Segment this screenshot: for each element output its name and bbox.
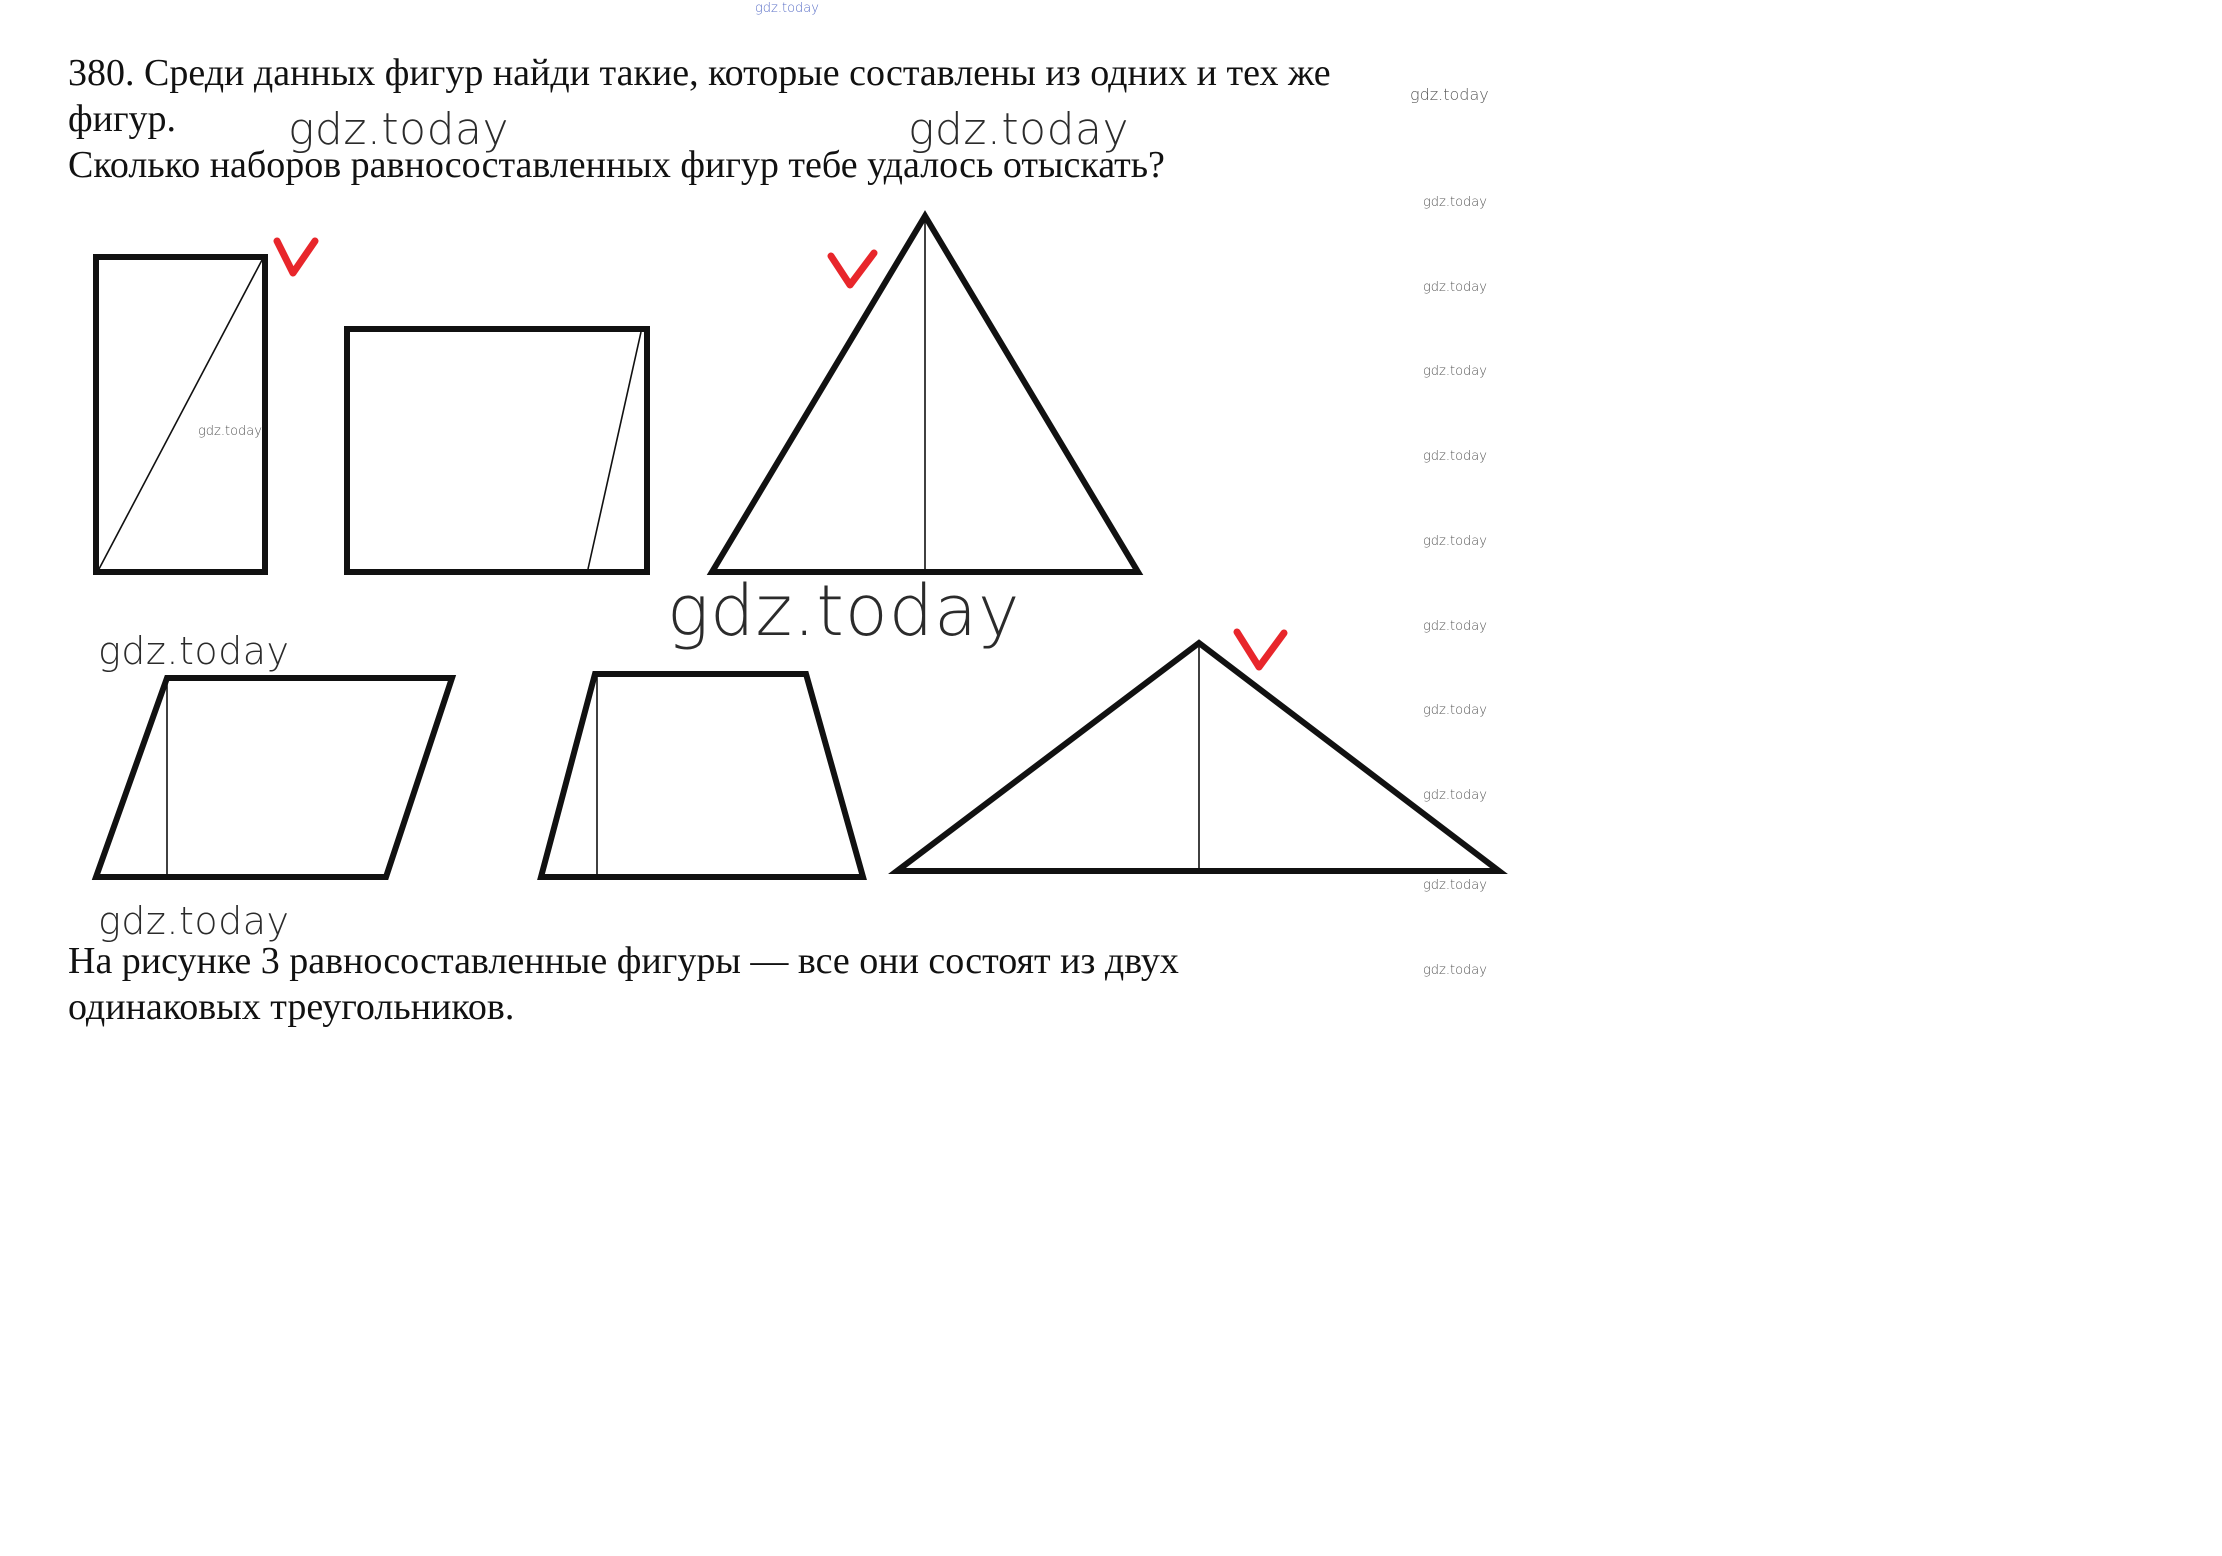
watermark: gdz.today <box>1423 703 1487 718</box>
watermark: gdz.today <box>908 104 1130 155</box>
check-mark-icon <box>831 253 874 285</box>
watermark: gdz.today <box>1423 364 1487 379</box>
figure-parallelogram <box>96 678 452 877</box>
watermark: gdz.today <box>1423 195 1487 210</box>
watermark: gdz.today <box>667 570 1021 652</box>
task-text-line-1: 380. Среди данных фигур найди такие, которые составлены из одних и тех же <box>68 52 1331 94</box>
watermark: gdz.today <box>98 629 290 673</box>
watermark: gdz.today <box>1423 449 1487 464</box>
answer-text-line-1: На рисунке 3 равносоставленные фигуры — все они состоят из двух <box>68 940 1179 982</box>
watermark: gdz.today <box>755 1 819 16</box>
answer-text-line-2: одинаковых треугольников. <box>68 986 515 1028</box>
textbook-page <box>0 0 1556 1097</box>
task-text-line-2: фигур. <box>68 98 177 140</box>
watermark: gdz.today <box>1423 963 1487 978</box>
figure-trapezoid <box>541 674 863 877</box>
watermark: gdz.today <box>1423 280 1487 295</box>
check-mark-icon <box>1237 632 1284 667</box>
watermark: gdz.today <box>1423 878 1487 893</box>
watermark: gdz.today <box>1410 85 1489 104</box>
figure-tall-rectangle <box>96 257 265 572</box>
watermark: gdz.today <box>1423 788 1487 803</box>
figure-cut-quadrilateral <box>347 329 647 572</box>
watermark: gdz.today <box>1423 534 1487 549</box>
watermark: gdz.today <box>288 104 510 155</box>
figure-wide-triangle <box>897 643 1499 871</box>
watermark: gdz.today <box>198 424 262 439</box>
watermark: gdz.today <box>98 899 290 943</box>
figure-isosceles-triangle <box>712 216 1138 572</box>
check-mark-icon <box>277 241 315 273</box>
task-question-line: Сколько наборов равносоставленных фигур тебе удалось отыскать? <box>68 144 1165 186</box>
watermark: gdz.today <box>1423 619 1487 634</box>
